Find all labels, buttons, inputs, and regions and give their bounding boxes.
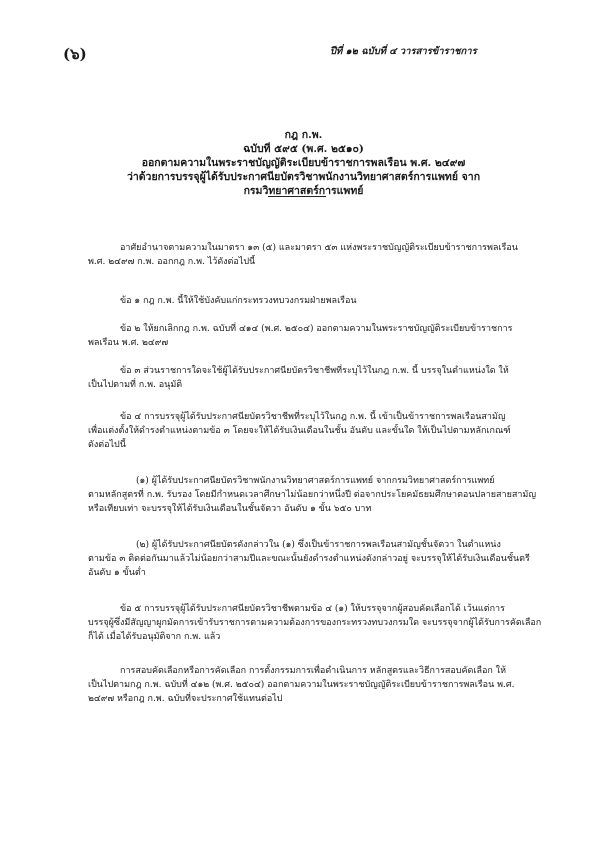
rule-title: กฎ ก.พ. [284, 129, 323, 141]
text-line: ก็ได้ เมื่อได้รับอนุมัติจาก ก.พ. แล้ว [88, 632, 221, 642]
rule-subject: ว่าด้วยการบรรจุผู้ได้รับประกาศนียบัตรวิชาพนักงานวิทยาศาสตร์การแพทย์ จาก [126, 171, 481, 183]
clause-4 [88, 410, 555, 452]
text-line: อันดับ ๑ ขั้นต่ำ [88, 568, 146, 578]
text-line: ข้อ ๓ ส่วนราชการใดจะใช้ผู้ได้รับประกาศนียบัตรวิชาชีพที่ระบุไว้ในกฎ ก.พ. นี้ บรรจุในตำแหน่งใด ให้ [120, 366, 509, 376]
text-line: พ.ศ. ๒๔๙๗ ก.พ. ออกกฎ ก.พ. ไว้ดังต่อไปนี้ [88, 257, 256, 267]
clause-4-item-2 [88, 538, 555, 580]
text-line: ตามหลักสูตรที่ ก.พ. รับรอง โดยมีกำหนดเวลาศึกษาไม่น้อยกว่าหนึ่งปี ต่อจากประโยคมัธยมศึกษาตอนปลายสายสามัญ [88, 490, 537, 500]
text-line: ตามข้อ ๓ ติดต่อกันมาแล้วไม่น้อยกว่าสามปีและขณะนั้นยังดำรงตำแหน่งดังกล่าวอยู่ จะบรรจุให้ได้รับเงินเดือนชั้นตรี [88, 554, 530, 564]
clause-5-selection [88, 664, 555, 706]
clause-5 [88, 602, 555, 644]
text-line: ข้อ ๕ การบรรจุผู้ได้รับประกาศนียบัตรวิชาชีพตามข้อ ๔ (๑) ให้บรรจุจากผู้สอบคัดเลือกได้ เว้นแต่การ [120, 604, 505, 614]
clause-1 [88, 294, 555, 308]
text-line: อาศัยอำนาจตามความในมาตรา ๑๓ (๕) และมาตรา ๕๓ แห่งพระราชบัญญัติระเบียบข้าราชการพลเรือน [120, 243, 518, 253]
text-line: บรรจุผู้ซึ่งมีสัญญาผูกมัดการเข้ารับราชการตามความต้องการของกระทรวงทบวงกรมใด จะบรรจุจากผู้ได้รับการคัดเลือก [88, 618, 542, 628]
page-number: (๖) [63, 45, 87, 63]
text-line: (๑) ผู้ได้รับประกาศนียบัตรวิชาพนักงานวิทยาศาสตร์การแพทย์ จากกรมวิทยาศาสตร์การแพทย์ [136, 476, 495, 486]
title-divider [268, 196, 326, 197]
rule-authority: ออกตามความในพระราชบัญญัติระเบียบข้าราชการพลเรือน พ.ศ. ๒๔๙๗ [141, 157, 466, 169]
text-line: หรือเทียบเท่า จะบรรจุให้ได้รับเงินเดือนในชั้นจัตวา อันดับ ๑ ขั้น ๖๕๐ บาท [88, 504, 372, 514]
text-line: ๒๔๙๗ หรือกฎ ก.พ. ฉบับที่จะประกาศใช้แทนต่อไป [88, 694, 283, 704]
text-line: ดังต่อไปนี้ [88, 440, 126, 450]
text-line: ข้อ ๑ กฎ ก.พ. นี้ให้ใช้บังคับแก่กระทรวงทบวงกรมฝ่ายพลเรือน [120, 296, 357, 306]
preamble-paragraph [88, 241, 555, 269]
text-line: ข้อ ๒ ให้ยกเลิกกฎ ก.พ. ฉบับที่ ๔๑๔ (พ.ศ. ๒๕๐๔) ออกตามความในพระราชบัญญัติระเบียบข้าราชการ [120, 324, 513, 334]
rule-subject-cont: กรมวิทยาศาสตร์การแพทย์ [243, 185, 364, 197]
text-line: เป็นไปตามกฎ ก.พ. ฉบับที่ ๔๑๒ (พ.ศ. ๒๕๐๔) ออกตามความในพระราชบัญญัติระเบียบข้าราชการพลเรือน พ.ศ. [88, 680, 515, 690]
text-line: ข้อ ๔ การบรรจุผู้ได้รับประกาศนียบัตรวิชาชีพที่ระบุไว้ในกฎ ก.พ. นี้ เข้าเป็นข้าราชการพลเรือนสามัญ [120, 412, 506, 422]
text-line: (๒) ผู้ได้รับประกาศนียบัตรดังกล่าวใน (๑) ซึ่งเป็นข้าราชการพลเรือนสามัญชั้นจัตวา ในตำแหน่ง [136, 540, 501, 550]
clause-2 [88, 322, 555, 350]
journal-header: ปีที่ ๑๒ ฉบับที่ ๔ วารสารข้าราชการ [330, 46, 477, 57]
text-line: เพื่อแต่งตั้งให้ดำรงตำแหน่งตามข้อ ๓ โดยจะให้ได้รับเงินเดือนในชั้น อันดับ และขั้นใด ให้เป็นไปตามหลักเกณฑ์ [88, 426, 511, 436]
clause-3 [88, 364, 555, 392]
clause-4-item-1 [88, 474, 555, 516]
text-line: พลเรือน พ.ศ. ๒๔๙๗ [88, 338, 169, 348]
rule-number: ฉบับที่ ๕๙๕ (พ.ศ. ๒๕๑๐) [243, 143, 364, 155]
text-line: เป็นไปตามที่ ก.พ. อนุมัติ [88, 380, 183, 390]
text-line: การสอบคัดเลือกหรือการคัดเลือก การตั้งกรรมการเพื่อดำเนินการ หลักสูตรและวิธีการสอบคัดเลือก ให้ [120, 666, 507, 676]
